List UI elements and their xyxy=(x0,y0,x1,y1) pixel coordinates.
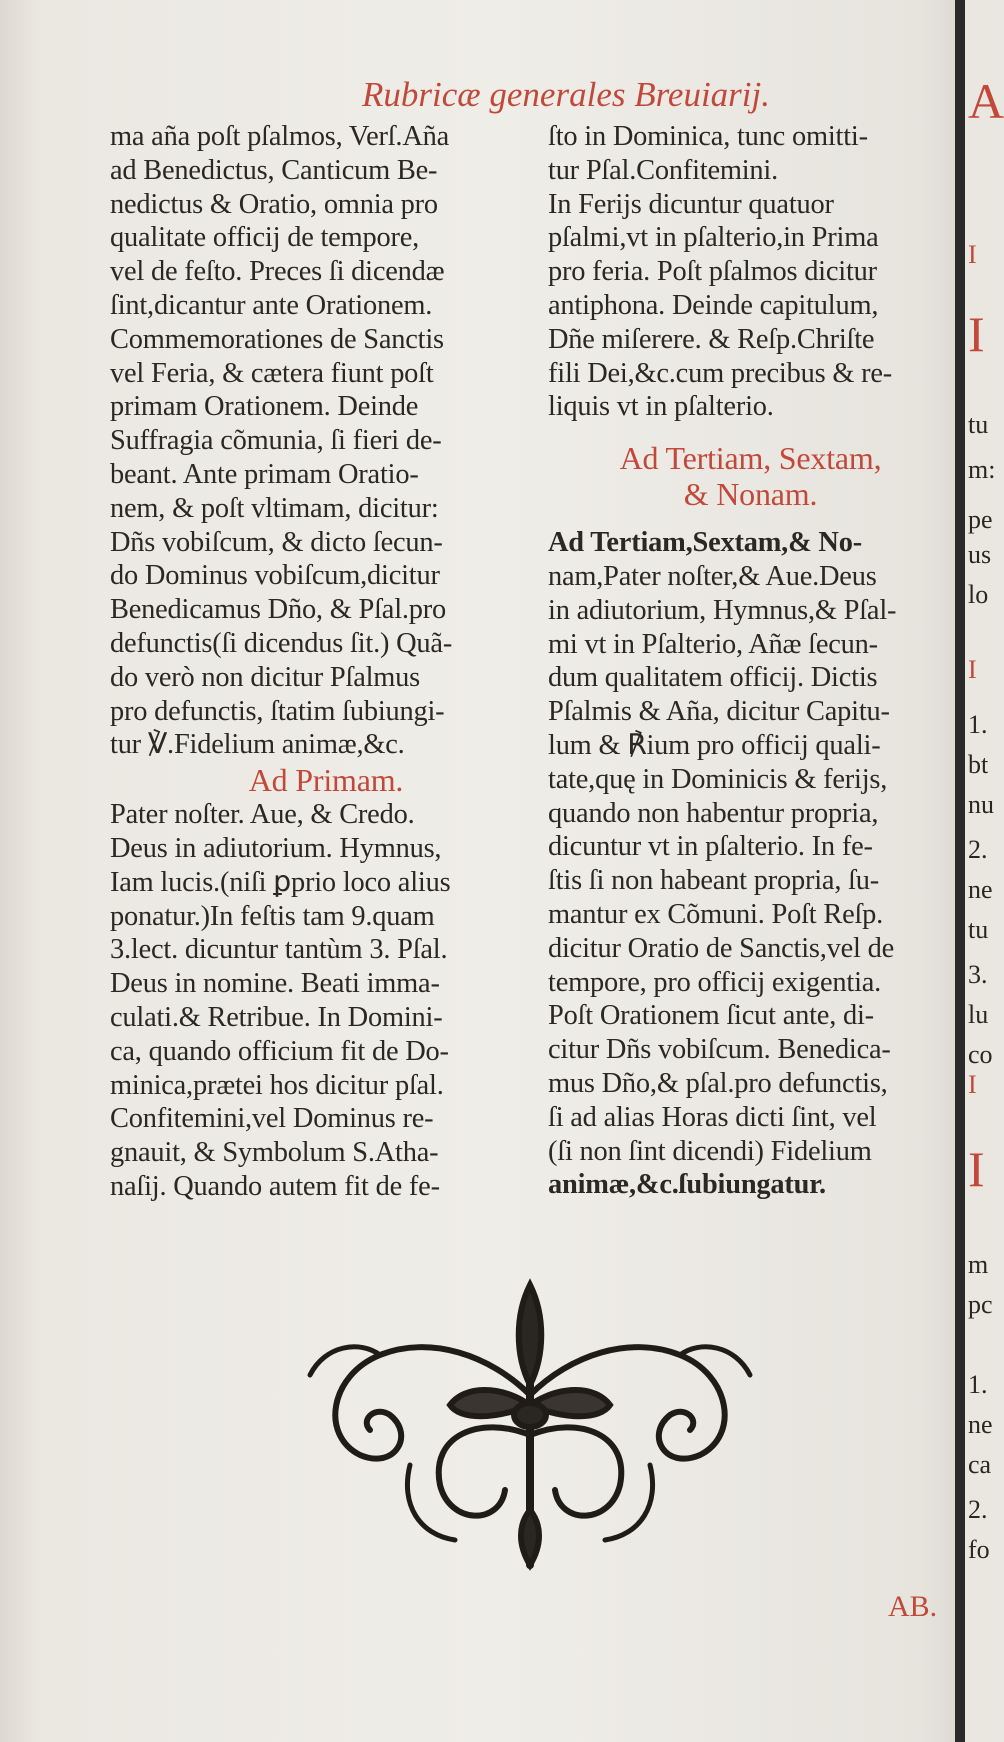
text-line: ſto in Dominica, tunc omitti- xyxy=(548,121,868,152)
text-line: do Dominus vobiſcum,dicitur xyxy=(110,560,440,592)
text-line: ſtis ſi non habeant propria, ſu- xyxy=(548,865,880,897)
next-page-fragment: fo xyxy=(968,1535,990,1564)
heading-ad-tertiam: Ad Tertiam, Sextam, xyxy=(619,440,882,477)
next-page-fragment: 2. xyxy=(968,1495,988,1524)
text-line: Benedicamus Dño, & Pſal.pro xyxy=(110,594,447,626)
right-column xyxy=(548,120,953,1202)
next-page-fragment: ne xyxy=(968,875,993,904)
left-column xyxy=(110,120,542,1204)
text-line: quando non habentur propria, xyxy=(548,797,879,829)
text-line: beant. Ante primam Oratio- xyxy=(110,458,419,490)
text-line: mi vt in Pſalterio, Añæ ſecun- xyxy=(548,628,878,660)
text-line: mus Dño,& pſal.pro defunctis, xyxy=(548,1067,888,1099)
catchword: AB. xyxy=(888,1590,938,1623)
text-line: qualitate officij de tempore, xyxy=(110,222,420,254)
next-page-fragment: 3. xyxy=(968,960,988,989)
next-page-fragment: pe xyxy=(968,505,993,534)
text-line: ca, quando officium fit de Do- xyxy=(110,1035,449,1067)
text-line: ſi ad alias Horas dicti ſint, vel xyxy=(548,1101,877,1133)
heading-ad-primam: Ad Primam. xyxy=(248,762,404,799)
text-line: Dñe miſerere. & Reſp.Chriſte xyxy=(548,323,875,355)
text-line: mantur ex Cõmuni. Poſt Reſp. xyxy=(548,898,884,930)
left-paragraph-1 xyxy=(110,120,542,762)
next-page-fragment: 2. xyxy=(968,835,988,864)
next-page-fragment: nu xyxy=(968,790,994,819)
text-line: ponatur.)In feſtis tam 9.quam xyxy=(110,900,435,932)
text-line: Confitemini,vel Dominus re- xyxy=(110,1103,434,1135)
right-paragraph-2 xyxy=(548,526,953,1202)
text-line: do verò non dicitur Pſalmus xyxy=(110,661,421,693)
text-line: (ſi non ſint dicendi) Fidelium xyxy=(548,1135,872,1167)
text-line: pſalmi,vt in pſalterio,in Prima xyxy=(548,222,879,254)
left-paragraph-2 xyxy=(110,798,542,1204)
next-page-fragment: I xyxy=(968,306,985,362)
heading-ad-tertiam-cont: & Nonam. xyxy=(683,476,818,513)
text-line: minica,prætei hos dicitur pſal. xyxy=(110,1069,444,1101)
text-line: dicuntur vt in pſalterio. In fe- xyxy=(548,831,873,863)
next-page-fragment: 1. xyxy=(968,710,988,739)
next-page-edge xyxy=(965,0,1004,1742)
text-line: vel de feſto. Preces ſi dicendæ xyxy=(110,256,445,288)
next-page-fragment: tu xyxy=(968,915,989,944)
text-line: 3.lect. dicuntur tantùm 3. Pſal. xyxy=(110,934,448,966)
text-line: tur Pſal.Confitemini. xyxy=(548,154,779,186)
next-page-fragment: co xyxy=(968,1040,993,1069)
text-line: dum qualitatem officij. Dictis xyxy=(548,662,878,694)
text-line: fili Dei,&c.cum precibus & re- xyxy=(548,357,893,389)
text-line: gnauit, & Symbolum S.Atha- xyxy=(110,1137,439,1169)
text-line: Suffragia cõmunia, ſi fieri de- xyxy=(110,425,442,457)
text-line: Poſt Orationem ſicut ante, di- xyxy=(548,1000,874,1032)
text-line: nam,Pater noſter,& Aue.Deus xyxy=(548,560,877,592)
text-line: pro feria. Poſt pſalmos dicitur xyxy=(548,256,877,288)
next-page-fragment: m: xyxy=(968,455,996,484)
text-line: tate,quę in Dominicis & ferijs, xyxy=(548,763,888,795)
next-page-fragment: pc xyxy=(968,1290,993,1319)
text-line: Iam lucis.(niſi ꝑprio loco alius xyxy=(110,866,451,898)
next-page-fragment: 1. xyxy=(968,1370,988,1399)
text-line: animæ,&c.ſubiungatur. xyxy=(548,1169,826,1201)
next-page-fragment: I xyxy=(968,240,977,269)
next-page-fragment: A xyxy=(968,73,1004,129)
next-page-fragment: I xyxy=(968,1070,977,1099)
text-line: ad Benedictus, Canticum Be- xyxy=(110,154,438,186)
next-page-fragment: m xyxy=(968,1250,989,1279)
text-line: Pater noſter. Aue, & Credo. xyxy=(110,799,415,831)
text-line: Ad Tertiam,Sextam,& No- xyxy=(548,527,862,559)
next-page-fragment: us xyxy=(968,540,992,569)
text-line: Dñs vobiſcum, & dicto ſecun- xyxy=(110,526,443,558)
text-line: Commemorationes de Sanctis xyxy=(110,323,444,355)
next-page-fragment: lo xyxy=(968,580,989,609)
next-page-fragment: ne xyxy=(968,1410,993,1439)
text-line: Deus in nomine. Beati imma- xyxy=(110,968,440,1000)
text-line: antiphona. Deinde capitulum, xyxy=(548,289,879,321)
text-line: pro defunctis, ſtatim ſubiungi- xyxy=(110,695,445,727)
running-title: Rubricæ generales Breuiarij. xyxy=(362,75,770,114)
next-page-fragment: I xyxy=(968,655,977,684)
text-line: ſint,dicantur ante Orationem. xyxy=(110,289,433,321)
text-line: vel Feria, & cætera fiunt poſt xyxy=(110,357,434,389)
text-line: In Ferijs dicuntur quatuor xyxy=(548,188,834,220)
fleuron-ornament-icon xyxy=(290,1265,770,1585)
text-line: tempore, pro officij exigentia. xyxy=(548,966,882,998)
next-page-fragment: lu xyxy=(968,1000,989,1029)
text-line: nedictus & Oratio, omnia pro xyxy=(110,188,438,220)
text-line: naſij. Quando autem fit de fe- xyxy=(110,1170,440,1202)
text-line: lum & ℟ium pro officij quali- xyxy=(548,729,881,761)
text-line: Pſalmis & Aña, dicitur Capitu- xyxy=(548,696,890,728)
right-paragraph-1 xyxy=(548,120,953,424)
text-line: primam Orationem. Deinde xyxy=(110,391,419,423)
text-line: Deus in adiutorium. Hymnus, xyxy=(110,832,442,864)
text-line: ma aña poſt pſalmos, Verſ.Aña xyxy=(110,121,450,152)
next-page-fragment: bt xyxy=(968,750,989,779)
next-page-fragment: ca xyxy=(968,1450,992,1479)
next-page-fragment: tu xyxy=(968,410,989,439)
next-page-fragment: I xyxy=(968,1141,985,1197)
text-line: defunctis(ſi dicendus ſit.) Quã- xyxy=(110,627,453,659)
text-line: citur Dñs vobiſcum. Benedica- xyxy=(548,1034,891,1066)
text-line: dicitur Oratio de Sanctis,vel de xyxy=(548,932,895,964)
text-line: culati.& Retribue. In Domini- xyxy=(110,1001,443,1033)
text-line: in adiutorium, Hymnus,& Pſal- xyxy=(548,594,897,626)
text-line: tur ℣.Fidelium animæ,&c. xyxy=(110,729,405,761)
page-gutter xyxy=(955,0,965,1742)
text-line: nem, & poſt vltimam, dicitur: xyxy=(110,492,439,524)
text-line: liquis vt in pſalterio. xyxy=(548,391,774,423)
